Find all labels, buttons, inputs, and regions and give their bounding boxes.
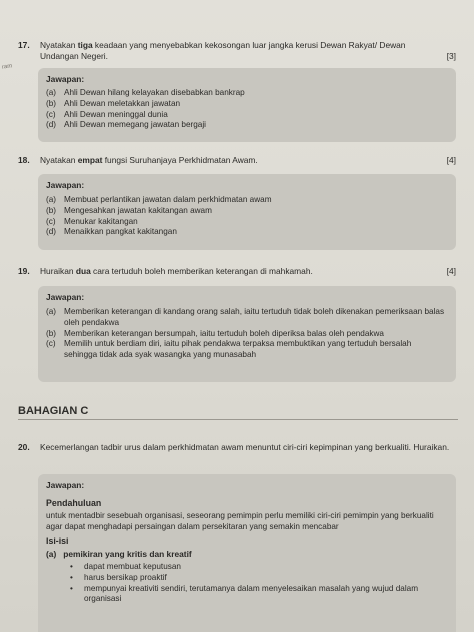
- question-number: 19.: [18, 266, 30, 276]
- answer-item: (b) Mengesahkan jawatan kakitangan awam: [46, 205, 212, 215]
- answer-item: (a) Memberikan keterangan di kandang orang salah, iaitu tertuduh tidak boleh dikenakan pemeriksaan balas oleh pendakwa: [46, 307, 445, 327]
- question-marks: [4]: [446, 266, 456, 276]
- answer-item: (b) Ahli Dewan meletakkan jawatan: [46, 98, 181, 108]
- margin-note: ram: [1, 63, 13, 71]
- answer-title: Jawapan:: [46, 292, 85, 302]
- question-19: [18, 266, 456, 280]
- question-20: [18, 442, 456, 466]
- question-marks: [4]: [446, 155, 456, 165]
- answer-item: (d) Menaikkan pangkat kakitangan: [46, 227, 177, 237]
- answer-box-19: [38, 286, 456, 382]
- question-18: [18, 155, 456, 169]
- bullet-item: • harus bersikap proaktif: [70, 573, 446, 584]
- answer-item: (b) Memberikan keterangan bersumpah, iaitu tertuduh boleh diperiksa balas oleh pendakwa: [46, 328, 384, 338]
- question-text: Nyatakan tiga keadaan yang menyebabkan kekosongan luar jangka kerusi Dewan Rakyat/ Dewan Undangan Negeri.: [40, 40, 406, 61]
- answer-item: (c) Menukar kakitangan: [46, 216, 138, 226]
- intro-heading: Pendahuluan: [46, 498, 102, 508]
- section-title: BAHAGIAN C: [18, 405, 89, 417]
- question-text: Nyatakan empat fungsi Suruhanjaya Perkhidmatan Awam.: [40, 155, 258, 165]
- answer-item: (a) Ahli Dewan hilang kelayakan disebabkan bankrap: [46, 88, 245, 97]
- question-marks: [3]: [446, 51, 456, 61]
- bullet-list: [70, 562, 446, 605]
- point-a-heading: (a) pemikiran yang kritis dan kreatif: [46, 549, 192, 559]
- question-17: [18, 40, 456, 64]
- answer-item: (a) Membuat perlantikan jawatan dalam perkhidmatan awam: [46, 195, 272, 204]
- body-heading: Isi-isi: [46, 536, 69, 546]
- question-number: 20.: [18, 442, 30, 452]
- answer-title: Jawapan:: [46, 180, 85, 190]
- answer-list: [46, 307, 446, 361]
- answer-list: [46, 88, 446, 131]
- answer-item: (c) Ahli Dewan meninggal dunia: [46, 109, 168, 119]
- intro-text: untuk mentadbir sesebuah organisasi, seseorang pemimpin perlu memiliki ciri-ciri pemimpin yang berkualiti agar dapat menghadapi persaingan dalam persekitaran yang semakin mencabar: [46, 511, 434, 531]
- bullet-item: • dapat membuat keputusan: [70, 562, 446, 573]
- bullet-item: • mempunyai kreativiti sendiri, terutamanya dalam menyelesaikan masalah yang wujud dalam organisasi: [70, 584, 446, 606]
- question-number: 17.: [18, 40, 30, 50]
- question-text: Huraikan dua cara tertuduh boleh memberikan keterangan di mahkamah.: [40, 266, 313, 276]
- answer-box-17: [38, 68, 456, 142]
- answer-list: [46, 195, 446, 238]
- answer-box-18: [38, 174, 456, 250]
- question-number: 18.: [18, 155, 30, 165]
- question-text: Kecemerlangan tadbir urus dalam perkhidmatan awam menuntut ciri-ciri kepimpinan yang berkualiti. Huraikan.: [40, 442, 450, 452]
- answer-title: Jawapan:: [46, 74, 85, 84]
- answer-box-20: [38, 474, 456, 632]
- answer-item: (d) Ahli Dewan memegang jawatan bergaji: [46, 120, 206, 130]
- answer-title: Jawapan:: [46, 480, 85, 490]
- answer-item: (c) Memilih untuk berdiam diri, iaitu pihak pendakwa terpaksa membuktikan yang tertuduh bersalah sehingga tidak ada syak wasangka yang munasabah: [46, 339, 412, 360]
